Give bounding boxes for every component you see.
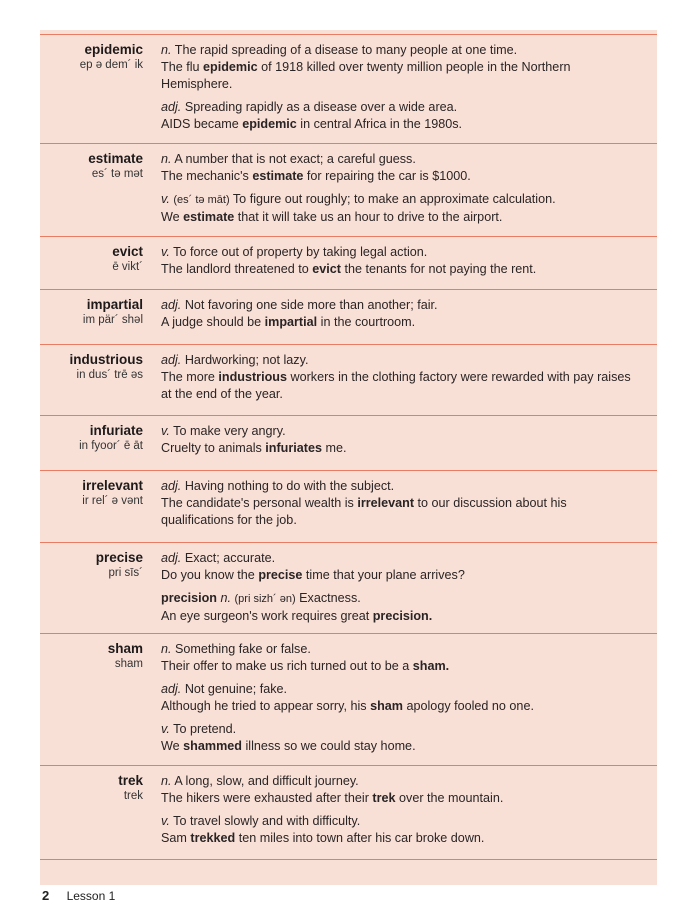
example-text: Do you know the [161,568,259,582]
example-sentence [161,369,639,403]
example-text: in central Africa in the 1980s. [296,117,463,131]
part-of-speech: v. [161,722,170,736]
glossary-entry-epidemic [40,34,657,143]
definition-line [161,423,639,440]
headword-column [40,244,143,275]
glossary-entry-industrious [40,344,657,415]
glossary-panel [40,30,657,885]
part-of-speech: adj. [161,479,182,493]
example-keyword: trek [372,791,396,805]
headword-column [40,151,143,182]
example-text: to our discussion about his qualifications for the job. [161,496,567,527]
sense [161,721,639,755]
example-keyword: irrelevant [357,496,415,510]
part-of-speech: n. [161,43,172,57]
example-sentence [161,658,639,675]
example-sentence [161,261,639,278]
part-of-speech: n. [161,642,172,656]
definition-line [161,681,639,698]
definition-column [161,550,639,631]
example-text: The candidate's personal wealth is [161,496,358,510]
definition-line [161,352,639,369]
definition-line [161,590,639,608]
glossary-entries [40,34,657,860]
example-sentence [161,314,639,331]
definition-text: To make very angry. [173,424,286,438]
definition-text: Not favoring one side more than another; fair. [184,298,438,312]
definition-text: Hardworking; not lazy. [184,353,309,367]
example-keyword: epidemic [242,117,297,131]
example-sentence [161,440,639,457]
definition-text: To pretend. [173,722,237,736]
headword: evict [112,244,143,259]
part-of-speech: adj. [161,551,182,565]
example-keyword: precise [258,568,303,582]
pronunciation: es´ tə mət [91,168,143,180]
derived-word: precision [161,591,217,605]
example-text: over the mountain. [395,791,504,805]
example-text: the tenants for not paying the rent. [340,262,537,276]
example-text: for repairing the car is $1000. [303,169,471,183]
definition-text: Spreading rapidly as a disease over a wide area. [184,100,458,114]
part-of-speech: adj. [161,682,182,696]
example-text: AIDS became [161,117,243,131]
definition-text: To figure out roughly; to make an approximate calculation. [232,192,556,206]
glossary-entry-infuriate [40,415,657,470]
glossary-entry-irrelevant [40,470,657,542]
pronunciation: ir rel´ ə vənt [82,495,143,507]
definition-column [161,352,639,409]
definition-line [161,550,639,567]
glossary-entry-evict [40,236,657,289]
example-sentence [161,698,639,715]
headword: estimate [88,151,143,166]
pronunciation: pri sīs´ [108,567,143,579]
definition-line [161,151,639,168]
headword-column [40,773,143,804]
part-of-speech: adj. [161,100,182,114]
headword: infuriate [89,423,143,438]
part-of-speech: n. [161,152,172,166]
sense [161,590,639,625]
example-keyword: estimate [183,210,235,224]
definition-column [161,478,639,535]
example-sentence [161,116,639,133]
headword: precise [95,550,143,565]
headword-column [40,352,143,383]
definition-line [161,721,639,738]
example-text: Cruelty to animals [161,441,266,455]
example-text: The mechanic's [161,169,253,183]
example-text: The more [161,370,219,384]
definition-text: Something fake or false. [175,642,311,656]
definition-line [161,99,639,116]
example-keyword: precision. [372,609,433,623]
example-sentence [161,790,639,807]
example-text: We [161,739,184,753]
example-text: Their offer to make us rich turned out to be a [161,659,413,673]
part-of-speech: v. [161,814,170,828]
sense [161,423,639,457]
sense-pronunciation: (es´ tə māt) [173,194,230,206]
sense [161,42,639,93]
example-text: A judge should be [161,315,265,329]
definition-line [161,641,639,658]
example-keyword: shammed [183,739,242,753]
part-of-speech: v. [161,245,170,259]
definition-line [161,244,639,261]
definition-text: Exact; accurate. [184,551,276,565]
definition-line [161,297,639,314]
definition-line [161,773,639,790]
example-text: ten miles into town after his car broke down. [235,831,485,845]
sense [161,191,639,226]
sense [161,99,639,133]
example-sentence [161,495,639,529]
pronunciation: trek [123,790,143,802]
glossary-entry-sham [40,633,657,765]
sense [161,550,639,584]
example-sentence [161,830,639,847]
example-text: apology fooled no one. [403,699,534,713]
example-keyword: trekked [190,831,236,845]
headword-column [40,423,143,454]
example-text: time that your plane arrives? [302,568,465,582]
definition-column [161,151,639,232]
example-text: me. [321,441,347,455]
part-of-speech: n. [161,774,172,788]
example-text: Sam [161,831,191,845]
pronunciation: ē vikt´ [112,261,143,273]
example-keyword: infuriates [265,441,322,455]
example-keyword: evict [312,262,341,276]
part-of-speech: adj. [161,353,182,367]
glossary-entry-trek [40,765,657,860]
sense [161,813,639,847]
sense [161,244,639,278]
sense [161,151,639,185]
glossary-entry-precise [40,542,657,633]
headword: trek [118,773,143,788]
headword: epidemic [84,42,143,57]
example-text: illness so we could stay home. [241,739,416,753]
headword-column [40,297,143,328]
headword-column [40,641,143,672]
example-keyword: estimate [252,169,304,183]
example-text: in the courtroom. [317,315,416,329]
definition-column [161,641,639,761]
example-keyword: sham [370,699,403,713]
sense [161,681,639,715]
lesson-label: Lesson 1 [66,889,116,903]
definition-text: The rapid spreading of a disease to many people at one time. [174,43,518,57]
headword-column [40,550,143,581]
headword: impartial [86,297,143,312]
example-text: An eye surgeon's work requires great [161,609,373,623]
pronunciation: in dus´ trē əs [76,369,143,381]
example-sentence [161,59,639,93]
glossary-entry-impartial [40,289,657,344]
example-keyword: industrious [218,370,287,384]
glossary-entry-estimate [40,143,657,236]
example-keyword: sham. [412,659,450,673]
example-keyword: impartial [264,315,318,329]
sense-pronunciation: (pri sizh´ ən) [234,593,296,605]
definition-column [161,773,639,853]
example-sentence [161,738,639,755]
page-footer [42,888,115,903]
definition-column [161,244,639,284]
example-text: Although he tried to appear sorry, his [161,699,371,713]
example-text: workers in the clothing factory were rewarded with pay raises at the end of the year. [161,370,631,401]
part-of-speech: n. [220,591,232,605]
definition-column [161,423,639,463]
page-number: 2 [42,888,50,903]
sense [161,352,639,403]
example-text: of 1918 killed over twenty million people in the Northern Hemisphere. [161,60,571,91]
definition-column [161,42,639,139]
example-sentence [161,567,639,584]
definition-line [161,813,639,830]
headword: sham [107,641,143,656]
example-keyword: epidemic [203,60,258,74]
example-text: The hikers were exhausted after their [161,791,373,805]
headword-column [40,42,143,73]
definition-text: A number that is not exact; a careful guess. [174,152,416,166]
sense [161,773,639,807]
part-of-speech: adj. [161,298,182,312]
definition-text: Exactness. [299,591,361,605]
example-sentence [161,209,639,226]
sense [161,641,639,675]
definition-text: To travel slowly and with difficulty. [173,814,361,828]
definition-line [161,191,639,209]
definition-column [161,297,639,337]
example-text: We [161,210,184,224]
headword: industrious [69,352,143,367]
example-sentence [161,608,639,625]
definition-text: A long, slow, and difficult journey. [174,774,359,788]
pronunciation: im pär´ shəl [82,314,143,326]
part-of-speech: v. [161,424,170,438]
sense [161,478,639,529]
example-text: The flu [161,60,203,74]
pronunciation: ep ə dem´ ik [79,59,143,71]
example-sentence [161,168,639,185]
part-of-speech: v. [161,192,170,206]
definition-line [161,42,639,59]
pronunciation: in fyoor´ ē āt [79,440,143,452]
sense [161,297,639,331]
definition-text: Having nothing to do with the subject. [184,479,395,493]
definition-line [161,478,639,495]
example-text: that it will take us an hour to drive to the airport. [234,210,503,224]
definition-text: Not genuine; fake. [184,682,288,696]
headword-column [40,478,143,509]
example-text: The landlord threatened to [161,262,313,276]
pronunciation: sham [114,658,143,670]
headword: irrelevant [82,478,143,493]
definition-text: To force out of property by taking legal action. [173,245,428,259]
